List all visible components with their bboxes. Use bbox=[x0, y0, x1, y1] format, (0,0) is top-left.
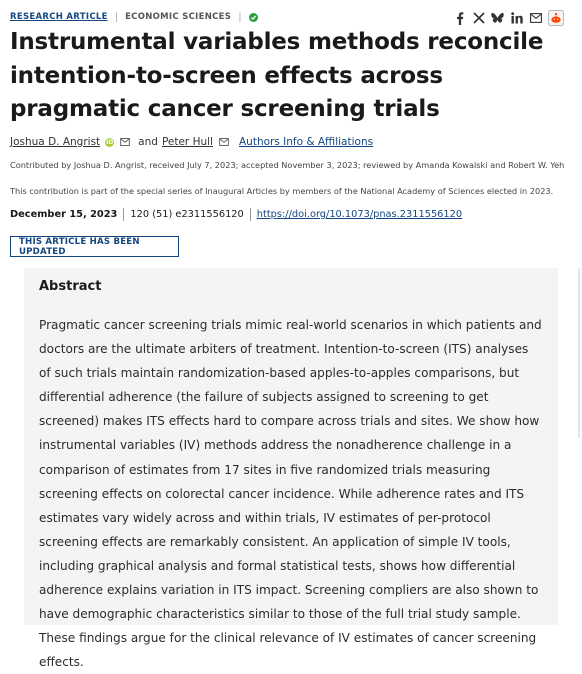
author-link-hull[interactable]: Peter Hull bbox=[161, 136, 213, 148]
email-author-icon[interactable] bbox=[219, 138, 229, 146]
abstract-heading: Abstract bbox=[39, 279, 102, 294]
series-note: This contribution is part of the special series of Inaugural Articles by members of the National Academy of Sciences elected in 2023. bbox=[10, 186, 554, 196]
reddit-icon[interactable] bbox=[548, 10, 564, 26]
divider bbox=[123, 208, 124, 221]
author-list bbox=[10, 136, 373, 148]
meta-separator: | bbox=[114, 11, 119, 23]
abstract-section bbox=[24, 268, 558, 670]
doi-link[interactable]: https://doi.org/10.1073/pnas.2311556120 bbox=[256, 209, 463, 220]
orcid-icon[interactable]: iD bbox=[106, 138, 114, 146]
open-access-check-icon bbox=[249, 13, 258, 22]
contribution-note: Contributed by Joshua D. Angrist, received July 7, 2023; accepted November 3, 2023; reviewed by Amanda Kowalski and Robert W. Yeh bbox=[10, 160, 565, 170]
publication-info bbox=[10, 208, 462, 221]
section-link[interactable]: ECONOMIC SCIENCES bbox=[125, 12, 232, 22]
article-type-link[interactable]: RESEARCH ARTICLE bbox=[10, 12, 108, 22]
citation: 120 (51) e2311556120 bbox=[130, 209, 244, 220]
scrollbar-edge[interactable] bbox=[578, 268, 580, 438]
authors-info-affiliations-link[interactable]: Authors Info & Affiliations bbox=[238, 136, 374, 148]
meta-separator: | bbox=[238, 11, 242, 23]
email-icon[interactable] bbox=[529, 12, 542, 25]
linkedin-icon[interactable] bbox=[510, 12, 523, 25]
article-meta-row bbox=[10, 10, 574, 24]
facebook-icon[interactable] bbox=[453, 12, 466, 25]
publication-date: December 15, 2023 bbox=[10, 209, 118, 220]
abstract-text: Pragmatic cancer screening trials mimic real-world scenarios in which patients and doctors are the ultimate arbiters of treatment. Intention-to-screen (ITS) analyses of such trials maintain randomization-based apples-to-apples comparisons, but differential adherence (the failure of subjects assigned to screening to get screened) makes ITS effects hard to compare across trials and sites. We show how instrumental variables (IV) methods address the nonadherence challenge in a comparison of estimates from 17 sites in five randomized trials measuring screening effects on colorectal cancer incidence. While adherence rates and ITS estimates vary widely across and within trials, IV estimates of per-protocol screening effects are remarkably consistent. An application of simple IV tools, including graphical analysis and formal statistical tests, shows how differential adherence explains variation in ITS impact. Screening compliers are also shown to have demographic characteristics similar to those of the full trial study sample. These findings argue for the clinical relevance of IV estimates of cancer screening effects. bbox=[39, 318, 542, 670]
bluesky-icon[interactable] bbox=[491, 12, 504, 25]
share-toolbar bbox=[453, 10, 564, 26]
article-updated-button[interactable]: THIS ARTICLE HAS BEEN UPDATED bbox=[10, 236, 179, 257]
x-icon[interactable] bbox=[472, 12, 485, 25]
email-author-icon[interactable] bbox=[120, 138, 130, 146]
article-title: Instrumental variables methods reconcile intention-to-screen effects across pragmatic cancer screening trials bbox=[10, 29, 544, 122]
author-conjunction: and bbox=[138, 136, 158, 148]
author-link-angrist[interactable]: Joshua D. Angrist bbox=[10, 136, 101, 148]
divider bbox=[250, 208, 251, 221]
